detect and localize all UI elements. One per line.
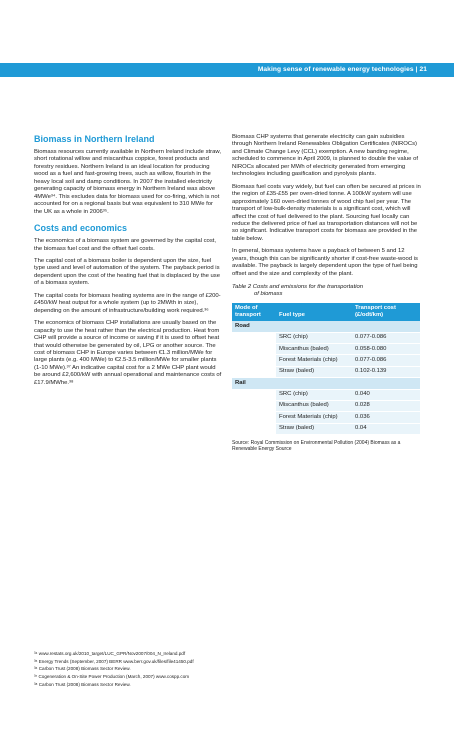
table-cell-cost: 0.058-0.080 [352, 343, 420, 354]
section-heading-biomass-ni: Biomass in Northern Ireland [34, 134, 155, 144]
paragraph: The capital cost of a biomass boiler is dependent upon the size, fuel type used and level of automation of the system. The payback period is dependent upon the cost of the heating fuel that is displaced by the use of a biomass system. [34, 257, 221, 287]
table-row [232, 412, 420, 423]
table-header-cost: Transport cost (£/odt/km) [352, 303, 420, 321]
paragraph: The economics of a biomass system are governed by the capital cost, the biomass fuel cost and the offset fuel costs. [34, 238, 217, 252]
table-cell-fuel: Straw (baled) [276, 423, 352, 434]
table-group-label: Road [232, 321, 420, 332]
table-source-note: Source: Royal Commission on Environmental Pollution (2004) Biomass as a Renewable Energy Source [232, 440, 401, 453]
table-cell-fuel: Miscanthus (baled) [276, 400, 352, 411]
footnote: ³⁵ Energy Trends (September, 2007) BERR www.berr.gov.uk/files/file41450.pdf [34, 658, 194, 664]
transport-cost-table [232, 303, 420, 435]
table-row [232, 366, 420, 377]
table-group-label: Rail [232, 378, 420, 389]
table-header-fuel: Fuel type [276, 303, 352, 321]
table-cell-fuel: Forest Materials (chip) [276, 355, 352, 366]
footnote: ³⁷ Cogeneration & On-Site Power Production (March, 2007) www.cospp.com [34, 674, 190, 680]
table-row [232, 343, 420, 354]
table-row [232, 389, 420, 400]
table-caption [232, 284, 422, 299]
paragraph: The capital costs for biomass heating systems are in the range of £200-£450/kW heat output for a whole system (up to 2MWth in size), depending on the amount of infrastructure/building work required.³⁶ [34, 292, 221, 314]
footnote: ³⁸ Carbon Trust (2008) Biomass Sector Review. [34, 681, 131, 687]
footnote: ³⁶ Carbon Trust (2008) Biomass Sector Review. [34, 666, 131, 672]
table-caption-line-1: Table 2 Costs and emissions for the transportation [232, 284, 364, 291]
footnote: ³⁴ www.restats.org.uk/2010_target/LUC_GPR/Nov2007/004_N_Ireland.pdf [34, 651, 186, 656]
right-column [232, 134, 422, 453]
table-row [232, 400, 420, 411]
footnotes [34, 650, 294, 689]
page-header-title: Making sense of renewable energy technologies | 21 [257, 66, 427, 73]
paragraph: Biomass CHP systems that generate electricity can gain subsidies through Northern Ireland Renewables Obligation Certificates (NIROCs) and Climate Change Levy (CCL) exemption. A new banding regime, scheduled to commence in April 2009, is planned to double the value of NIROCs allocated per MWh of electricity generated from emerging technologies including gasification and pyrolysis plants. [232, 134, 419, 178]
table-row [232, 332, 420, 343]
paragraph: Biomass fuel costs vary widely, but fuel can often be secured at prices in the region of £35-£55 per oven-dried tonne. A 100kW system will use approximately 160 oven-dried tonnes of wood chip fuel per year. The transport of low-bulk-density materials is a significant cost, which will affect the cost of fuel delivered to the plant. Sourcing fuel locally can reduce the delivered price of fuel as transportation distances will not be so significant. Indicative transport costs for biomass are provided in the table below. [232, 183, 421, 242]
table-cell-fuel: Straw (baled) [276, 366, 352, 377]
table-group-row-rail [232, 378, 420, 389]
table-row [232, 423, 420, 434]
table-cell-fuel: SRC (chip) [276, 389, 352, 400]
table-group-row-road [232, 321, 420, 332]
table-cell-cost: 0.028 [352, 400, 420, 411]
paragraph: The economics of biomass CHP installations are usually based on the capacity to use the heat rather than the electrical production. Heat from CHP will provide a source of income or saving if it is used to offset heat that would otherwise be generated by oil, LPG or another source. The cost of biomass CHP in Europe varies between €1.3 million/MWe for large plants (e.g. 400 MWe) to €2.5-3.5 million/MWe for smaller plants (1-10 MWe).³⁷ An indicative capital cost for a 2 MWe CHP plant would be around £2,600/kW with annual operational and maintenance costs of £17.9/MWhe.³⁸ [34, 320, 222, 386]
paragraph: In general, biomass systems have a payback of between 5 and 12 years, though this can be significantly shorter if cost-free waste-wood is available. The payback is largely dependent upon the type of fuel being offset and the size and complexity of the plant. [232, 248, 418, 277]
table-row [232, 355, 420, 366]
table-cell-cost: 0.036 [352, 412, 420, 423]
table-cell-cost: 0.04 [352, 423, 420, 434]
left-column [34, 134, 222, 392]
table-cell-cost: 0.102-0.139 [352, 366, 420, 377]
table-cell-fuel: SRC (chip) [276, 332, 352, 343]
paragraph: Biomass resources currently available in Northern Ireland include straw, short rotational willow and miscanthus coppice, forest products and forestry residues. Northern Ireland is an ideal location for producing wood as a fuel and fast-growing trees, such as willow, flourish in the heavy local soil and damp conditions. In 2007 the installed electricity generating capacity of biomass energy in Northern Ireland was above 4MWe³⁴. This excludes data for biomass used for co-firing, which is not accounted for on a regional basis but was equivalent to 310 MWe for the UK as a whole in 2006³⁵. [34, 149, 221, 215]
table-cell-cost: 0.077-0.086 [352, 355, 420, 366]
table-cell-cost: 0.040 [352, 389, 420, 400]
table-cell-fuel: Forest Materials (chip) [276, 412, 352, 423]
table-caption-line-2: of biomass [254, 291, 283, 298]
table-cell-cost: 0.077-0.086 [352, 332, 420, 343]
table-header-mode: Mode of transport [232, 303, 276, 321]
section-heading-costs: Costs and economics [34, 223, 128, 234]
table-cell-fuel: Miscanthus (baled) [276, 343, 352, 354]
